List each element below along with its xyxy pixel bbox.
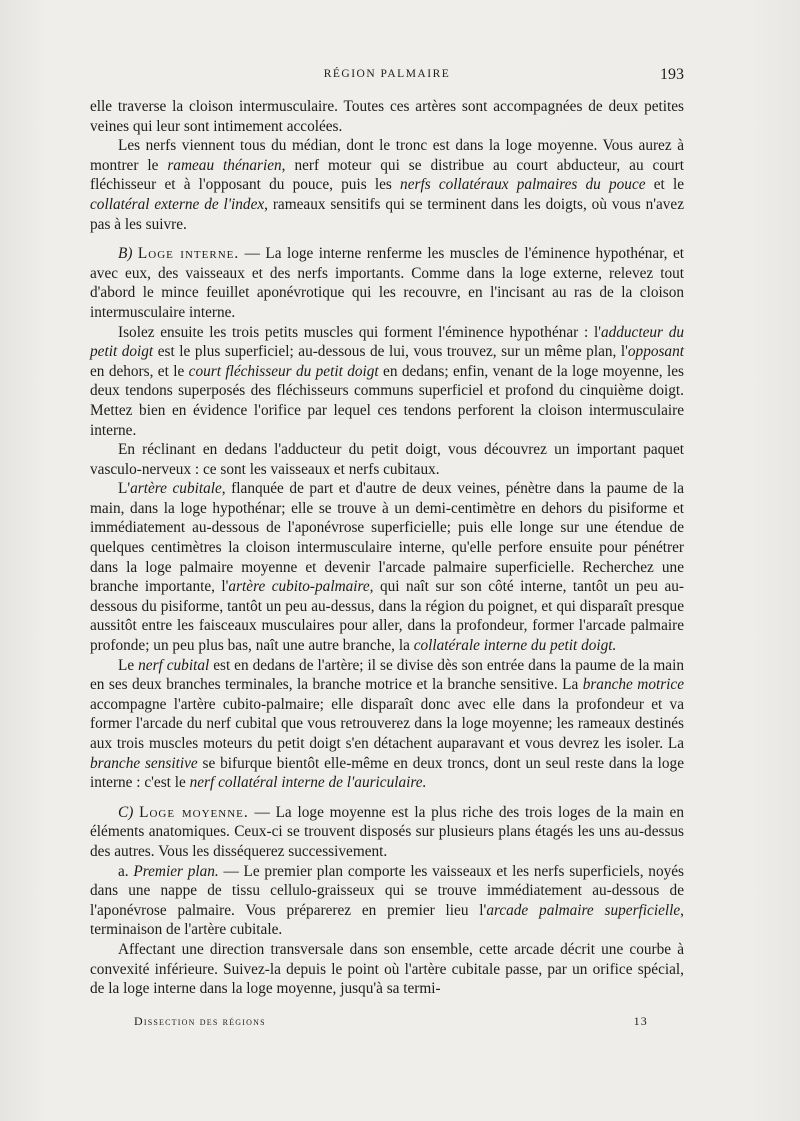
section-loge-moyenne: C) Loge moyenne. — La loge moyenne est la plus riche des trois loges de la main en éléments anatomiques. Ceux-ci se trouvent disposés sur plusieurs plans étagés les uns au-dessus des autres. Vous les disséquerez successivement.: [90, 803, 684, 860]
section-heading: Loge moyenne.: [139, 803, 249, 821]
section-letter: B): [118, 245, 133, 263]
sheet-number: 13: [633, 1014, 648, 1028]
page-number: 193: [660, 66, 684, 83]
running-title: RÉGION PALMAIRE: [323, 68, 451, 80]
paragraph-7: Le nerf cubital est en dedans de l'artère; il se divise dès son entrée dans la paume de la main en ses deux branches terminales, la branche motrice et la branche sensitive. La branche motrice accompagne l'artère cubito-palmaire; elle disparaît donc avec elle dans la profondeur et va former l'arcade du nerf cubital que vous retrouverez dans la loge moyenne; les rameaux destinés aux trois muscles moteurs du petit doigt s'en détachent auparavant et vous devrez les isoler. La branche sensitive se bifurque bientôt elle-même en deux troncs, dont un seul reste dans la loge interne : c'est le nerf collatéral interne de l'auriculaire.: [90, 656, 685, 792]
paragraph-6: L'artère cubitale, flanquée de part et d'autre de deux veines, pénètre dans la paume de la main, dans la loge hypothénar; elle se trouve à un demi-centimètre en dehors du pisiforme et immédiatement au-dessous de l'aponévrose superficielle; puis elle longe sur une étendue de quelques centimètres la cloison intermusculaire interne, qu'elle perfore ensuite pour pénétrer dans la loge palmaire moyenne et devenir l'arcade palmaire superficielle. Recherchez une branche importante, l'artère cubito-palmaire, qui naît sur son côté interne, tantôt un peu au-dessous du pisiforme, tantôt un peu au-dessus, dans la région du poignet, et qui disparaît presque aussitôt entre les faisceaux musculaires pour aller, dans la profondeur, former l'arcade palmaire profonde; un peu plus bas, naît une autre branche, la collatérale interne du petit doigt.: [90, 480, 684, 655]
section-letter: C): [118, 803, 134, 821]
section-loge-interne: B) Loge interne. — La loge interne renferme les muscles de l'éminence hypothénar, et avec eux, des vaisseaux et des nerfs importants. Comme dans la loge externe, relevez tout d'abord le mince feuillet aponévrotique qui les recouvre, en l'incisant au ras de la cloison intermusculaire interne.: [90, 245, 684, 321]
body-text: [90, 97, 684, 999]
paragraph-9: a. Premier plan. — Le premier plan comporte les vaisseaux et les nerfs superficiels, noyés dans une nappe de tissu cellulo-graisseux qui se trouve immédiatement au-dessous de l'aponévrose palmaire. Vous préparerez en premier lieu l'arcade palmaire superficielle, terminaison de l'artère cubitale.: [90, 862, 684, 939]
paragraph-5: En réclinant en dedans l'adducteur du petit doigt, vous découvrez un important paquet vasculo-nerveux : ce sont les vaisseaux et nerfs cubitaux.: [90, 441, 684, 478]
section-heading: Loge interne.: [137, 245, 240, 263]
paragraph-10: Affectant une direction transversale dans son ensemble, cette arcade décrit une courbe à convexité inférieure. Suivez-la depuis le point où l'artère cubitale passe, par un orifice spécial, de la loge interne dans la loge moyenne, jusqu'à sa termi-: [90, 940, 684, 998]
paragraph-2: Les nerfs viennent tous du médian, dont le tronc est dans la loge moyenne. Vous aurez à montrer le rameau thénarien, nerf moteur qui se distribue au court abducteur, au court fléchisseur et à l'opposant du pouce, puis les nerfs collatéraux palmaires du pouce et le collatéral externe de l'index, rameaux sensitifs qui se terminent dans les doigts, où vous n'avez pas à les suivre.: [90, 137, 685, 233]
paragraph-1: elle traverse la cloison intermusculaire. Toutes ces artères sont accompagnées de deux petites veines qui leur sont intimement accolées.: [90, 98, 684, 135]
paragraph-4: Isolez ensuite les trois petits muscles qui forment l'éminence hypothénar : l'adducteur du petit doigt est le plus superficiel; au-dessous de lui, vous trouvez, sur un même plan, l'opposant en dehors, et le court fléchisseur du petit doigt en dedans; enfin, venant de la loge moyenne, les deux tendons superposés des fléchisseurs communs superficiel et profond du cinquième doigt. Mettez bien en évidence l'orifice par lequel ces tendons perforent la cloison intermusculaire interne.: [90, 323, 684, 439]
signature-title: Dissection des régions: [134, 1014, 266, 1028]
